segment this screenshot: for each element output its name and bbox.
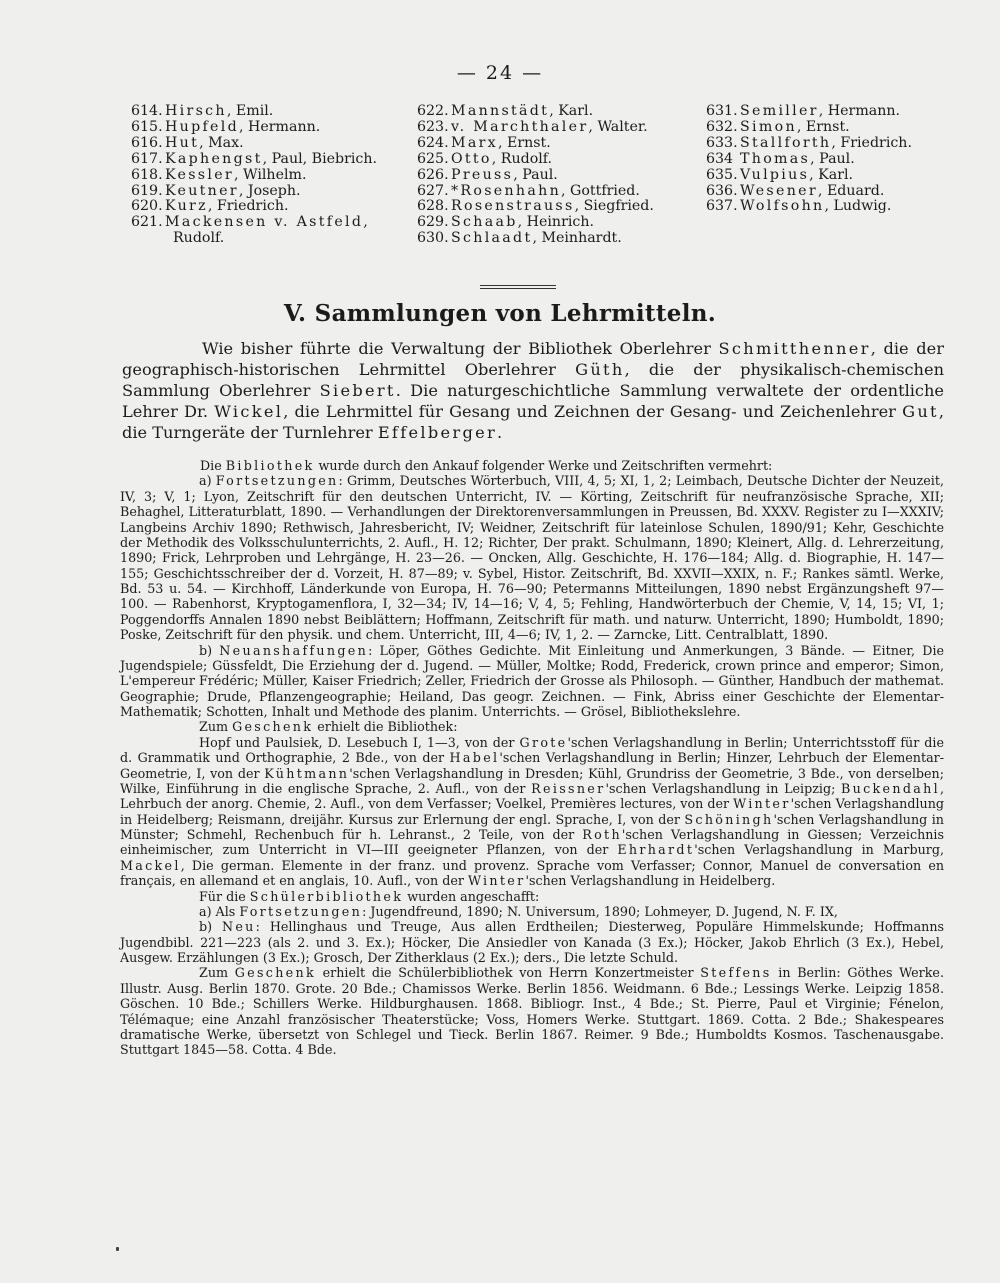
entry-number: 623.	[417, 118, 449, 135]
spaced-name: Bibliothek	[225, 458, 315, 473]
entry-number: 617.	[131, 150, 163, 167]
text-run: , Lehrbuch der anorg. Chemie, 2. Aufl., von dem Verfasser; Voelkel, Premières lectures, von der	[120, 780, 944, 812]
name-list-entry	[131, 136, 386, 152]
text-run: Zum	[199, 719, 233, 735]
spaced-name: Kühtmann	[264, 765, 350, 781]
entry-surname: Preuss	[451, 166, 514, 183]
entry-number: 634	[706, 150, 734, 167]
text-run: 'schen Verlagshandlung in Leipzig;	[605, 780, 842, 796]
text-run: erhielt die Schülerbibliothek von Herrn Konzertmeister	[315, 965, 701, 981]
spaced-name: Mackel	[120, 857, 181, 873]
entry-given-name: , Rudolf.	[491, 150, 553, 167]
name-list-entry	[417, 152, 682, 168]
spaced-name: Siebert	[319, 381, 396, 401]
spaced-name: Winter	[733, 796, 791, 812]
text-run: 'schen Verlagshandlung in Giessen; Verzeichnis einheimischer, zum Unterricht in VI—III geeigneter Pflanzen, von der	[120, 827, 944, 858]
name-list-entry	[706, 168, 951, 184]
name-list-entry	[131, 152, 386, 168]
entry-given-name: ,	[363, 214, 368, 231]
entry-given-name: , Siegfried.	[574, 198, 654, 215]
entry-given-name: , Eduard.	[817, 182, 885, 199]
entry-given-name: , Joseph.	[238, 182, 301, 199]
text-run: in Berlin: Göthes Werke. Illustr. Ausg. Berlin 1870. Grote. 20 Bde.; Chamissos Werke. Berlin 1856. Weidmann. 6 Bde.; Lessings Werke. Leipzig 1858. Göschen. 10 Bde.; Schillers Werke. Hildburghausen. 1868. Bibliogr. Inst., 4 Bde.; St. Pierre, Paul et Virginie; Fénelon, Télémaque; eine Anzahl französischer Theaterstücke; Voss, Homers Werke. Stuttgart. 1869. Cotta. 2 Bde.; Shakespeares dramatische Werke, übersetzt von Schlegel und Tieck. Berlin 1867. Reimer. 9 Bde.; Humboldts Kosmos. Taschenausgabe. Stuttgart 1845—58. Cotta. 4 Bde.	[120, 965, 944, 1058]
spaced-name: Schöningh	[684, 811, 774, 827]
entry-given-name: , Meinhardt.	[532, 230, 622, 247]
entry-given-name: , Paul, Biebrich.	[262, 150, 378, 167]
text-run: , die der geographisch-historischen Lehrmittel Oberlehrer	[122, 339, 944, 380]
name-list-entry	[417, 231, 682, 247]
page-number: — 24 —	[456, 62, 544, 84]
body-paragraph	[120, 919, 944, 965]
body-paragraph	[120, 904, 944, 919]
spaced-name: Neu	[221, 919, 256, 935]
entry-surname: Keutner	[165, 182, 239, 199]
entry-surname: Stallforth	[740, 134, 832, 151]
entry-surname: Semiller	[740, 103, 819, 119]
entry-surname: Wesener	[740, 182, 818, 199]
entry-given-name: , Ernst.	[796, 118, 850, 135]
entry-surname: Kurz	[165, 198, 208, 215]
entry-surname: Simon	[740, 118, 797, 135]
name-list-entry	[706, 199, 951, 215]
entry-number: 635.	[706, 166, 738, 183]
entry-surname: Rosenstrauss	[451, 198, 575, 215]
entry-surname: Otto	[451, 150, 492, 167]
text-run: 'schen Verlagshandlung in Münster; Schmehl, Rechenbuch für h. Lehranst., 2 Teile, von der	[120, 811, 944, 842]
section-divider-line	[480, 288, 556, 289]
spaced-name: Ehrhardt	[617, 842, 695, 858]
entry-number: 616.	[131, 134, 163, 151]
body-paragraph	[120, 965, 944, 1057]
spaced-name: Reissner	[531, 780, 606, 796]
entry-number: 618.	[131, 166, 163, 183]
entry-given-name: Rudolf.	[173, 230, 225, 247]
text-run: Für die	[199, 888, 250, 904]
spaced-name: Roth	[582, 827, 622, 842]
text-run: , die Turngeräte der Turnlehrer	[122, 402, 945, 443]
entry-given-name: , Ernst.	[497, 134, 551, 151]
text-run: erhielt die Bibliothek:	[313, 719, 458, 735]
spaced-name: Steffens	[700, 965, 772, 981]
spaced-name: Fortsetzungen	[215, 473, 339, 489]
text-run: 'schen Verlagshandlung in Heidelberg; Reismann, dreijähr. Kursus zur Erlernung der engl. Sprache, I, von der	[120, 796, 944, 827]
text-run: , die Lehrmittel für Gesang und Zeichnen der Gesang- und Zeichenlehrer	[283, 402, 903, 422]
spaced-name: Habel	[449, 750, 500, 766]
entry-surname: Schaab	[451, 214, 518, 231]
entry-number: 627.	[417, 182, 449, 199]
text-run: : Jugendfreund, 1890; N. Universum, 1890; Lohmeyer, D. Jugend, N. F. IX,	[362, 903, 838, 919]
entry-surname: Schlaadt	[451, 230, 533, 247]
name-list-column-1	[131, 104, 386, 247]
entry-surname: Wolfsohn	[740, 198, 825, 215]
spaced-name: Effelberger	[377, 423, 498, 443]
entry-number: 629.	[417, 214, 449, 231]
entry-number: 631.	[706, 103, 738, 119]
text-run: b)	[199, 919, 222, 935]
entry-surname: Vulpius	[740, 166, 810, 183]
spaced-name: Gut	[902, 402, 939, 422]
text-run: : Grimm, Deutsches Wörterbuch, VIII, 4, 5; XI, 1, 2; Leimbach, Deutsche Dichter der Neuzeit, IV, 3; V, 1; Lyon, Zeitschrift für den deutschen Unterricht, IV. — Körting, Zeitschrift für neufranzösische Sprache, XII; Behaghel, Litteraturblatt, 1890. — Verhandlungen der Direktorenversammlungen in Preussen, Bd. XXXV. Register zu I—XXXIV; Langbeins Archiv 1890; Rethwisch, Jahresbericht, IV; Weidner, Zeitschrift für lateinlose Schulen, 1890/91; Kehr, Geschichte der Methodik des Volksschulunterrichts, 2. Aufl., H. 12; Richter, Der prakt. Schulmann, 1890; Kleinert, Allg. d. Lehrerzeitung, 1890; Frick, Lehrproben und Lehrgänge, H. 23—26. — Oncken, Allg. Geschichte, H. 176—184; Allg. d. Biographie, H. 147—155; Geschichtsschreiber der d. Vorzeit, H. 87—89; v. Sybel, Histor. Zeitschrift, Bd. XXVII—XXIX, n. F.; Rankes sämtl. Werke, Bd. 53 u. 54. — Kirchhoff, Länderkunde von Europa, H. 76—90; Petermanns Mitteilungen, 1890 nebst Ergänzungsheft 97—100. — Rabenhorst, Kryptogamenflora, I, 32—34; IV, 14—16; V, 4, 5; Fehling, Handwörterbuch der Chemie, V, 14, 15; VI, 1; Poggendorffs Annalen 1890 nebst Beiblättern; Hoffmann, Zeitschrift für math. und naturw. Unterricht, 1890; Humboldt, 1890; Poske, Zeitschrift für den physik. und chem. Unterricht, III, 4—6; IV, 1, 2. — Zarncke, Litt. Centralblatt, 1890.	[120, 473, 944, 643]
entry-number: 630.	[417, 230, 449, 247]
body-text	[120, 458, 944, 1058]
name-list-entry	[131, 104, 386, 120]
text-run: wurde durch den Ankauf folgender Werke und Zeitschriften vermehrt:	[314, 458, 773, 473]
text-run: , Die german. Elemente in der franz. und provenz. Sprache vom Verfasser; Connor, Manuel de conversation en français, en allemand et en anglais, 10. Aufl., von der	[120, 857, 944, 889]
text-run: . Die naturgeschichtliche Sammlung verwaltete der ordentliche Lehrer Dr.	[122, 381, 945, 422]
name-list-entry	[417, 184, 682, 200]
entry-number: 626.	[417, 166, 449, 183]
text-run: 'schen Verlagshandlung in Berlin; Hinzer, Lehrbuch der Elementar-Geometrie, I, von der	[120, 750, 944, 781]
entry-number: 621.	[131, 214, 163, 231]
intro-paragraph	[122, 338, 944, 443]
text-run: a)	[199, 473, 216, 489]
entry-surname: Mannstädt	[451, 103, 550, 119]
name-list-entry	[417, 215, 682, 231]
entry-given-name: , Hermann.	[818, 103, 901, 119]
name-list-entry	[417, 199, 682, 215]
name-list-entry	[131, 231, 386, 247]
entry-surname: *Rosenhahn	[451, 182, 562, 199]
entry-given-name: , Gottfried.	[561, 182, 640, 199]
entry-surname: Mackensen v. Astfeld	[165, 214, 364, 231]
name-list-entry	[706, 152, 951, 168]
entry-number: 614.	[131, 103, 163, 119]
body-paragraph	[120, 473, 944, 642]
section-divider-line	[480, 285, 556, 286]
name-list-entry	[131, 120, 386, 136]
text-run: b)	[199, 642, 220, 658]
body-paragraph	[120, 735, 944, 889]
entry-given-name: , Paul.	[810, 150, 855, 167]
name-list-entry	[706, 184, 951, 200]
spaced-name: Fortsetzungen	[239, 903, 363, 919]
entry-number: 637.	[706, 198, 738, 215]
entry-surname: Hut	[165, 134, 200, 151]
spaced-name: Wickel	[214, 402, 284, 422]
print-speck	[116, 1247, 119, 1251]
text-run: Hopf und Paulsiek, D. Lesebuch I, 1—3, von der	[199, 734, 520, 750]
body-paragraph	[120, 889, 944, 904]
entry-given-name: , Karl.	[809, 166, 854, 183]
entry-number: 619.	[131, 182, 163, 199]
text-run: , die der physikalisch-chemischen Sammlung Oberlehrer	[122, 360, 944, 401]
body-paragraph	[120, 458, 944, 473]
entry-number: 636.	[706, 182, 738, 199]
entry-number: 632.	[706, 118, 738, 135]
entry-surname: Kaphengst	[165, 150, 263, 167]
text-run: wurden angeschafft:	[403, 888, 540, 904]
entry-given-name: , Max.	[199, 134, 244, 151]
entry-surname: Marx	[451, 134, 498, 151]
spaced-name: Grote	[519, 734, 568, 750]
text-run: a) Als	[199, 903, 240, 919]
name-list-entry	[131, 199, 386, 215]
text-run: Wie bisher führte die Verwaltung der Bibliothek Oberlehrer	[202, 339, 719, 358]
entry-number: 628.	[417, 198, 449, 215]
entry-given-name: , Hermann.	[238, 118, 321, 135]
name-list-entry	[417, 168, 682, 184]
entry-given-name: , Heinrich.	[517, 214, 594, 231]
spaced-name: Neuanshaffungen	[219, 642, 369, 658]
entry-surname: Thomas	[740, 150, 811, 167]
entry-surname: v. Marchthaler	[451, 118, 589, 135]
entry-number: 625.	[417, 150, 449, 167]
entry-given-name: , Wilhelm.	[234, 166, 307, 183]
entry-given-name: , Paul.	[513, 166, 558, 183]
entry-number: 622.	[417, 103, 449, 119]
name-list-entry	[706, 120, 951, 136]
spaced-name: Schmitthenner	[718, 339, 871, 358]
text-run: 'schen Verlagshandlung in Dresden; Kühl, Grundriss der Geometrie, 3 Bde., von derselben; Wilke, Einführung in die englische Sprache, 2. Aufl., von der	[120, 765, 944, 796]
name-list-entry	[131, 184, 386, 200]
spaced-name: Güth	[575, 360, 625, 380]
name-list-entry	[417, 120, 682, 136]
entry-given-name: , Friedrich.	[207, 198, 289, 215]
text-run: Zum	[199, 965, 235, 981]
entry-surname: Hupfeld	[165, 118, 239, 135]
name-list-entry	[417, 136, 682, 152]
name-list-entry	[417, 104, 682, 120]
text-run: 'schen Verlagshandlung in Berlin; Unterrichtsstoff für die d. Grammatik und Orthographie, 2 Bde., von der	[120, 734, 944, 766]
text-run: 'schen Verlagshandlung in Heidelberg.	[525, 873, 776, 889]
intro-text	[122, 338, 944, 443]
name-list-column-3	[706, 104, 951, 215]
text-run: : Löper, Göthes Gedichte. Mit Einleitung und Anmerkungen, 3 Bände. — Eitner, Die Jugendspiele; Güssfeldt, Die Erziehung der d. Jugend. — Müller, Moltke; Rodd, Frederick, crown prince and emperor; Simon, L'empereur Frédéric; Müller, Kaiser Friedrich; Zeller, Friedrich der Grosse als Philosoph. — Günther, Handbuch der mathemat. Geographie; Drude, Pflanzengeographie; Heiland, Das geogr. Zeichnen. — Fink, Abriss einer Geschichte der Elementar-Mathematik; Schotten, Inhalt und Methode des planim. Unterrichts. — Grösel, Bibliothekslehre.	[120, 642, 945, 719]
spaced-name: Buckendahl	[841, 780, 940, 796]
section-title: V. Sammlungen von Lehrmitteln.	[283, 300, 717, 327]
text-run: 'schen Verlagshandlung in Marburg,	[694, 842, 944, 858]
entry-given-name: , Walter.	[588, 118, 648, 135]
name-list-column-2	[417, 104, 682, 247]
text-run: .	[497, 423, 503, 443]
name-list-entry	[706, 136, 951, 152]
name-list-entry	[706, 104, 951, 120]
body-paragraph	[120, 643, 944, 720]
name-list-entry	[131, 215, 386, 231]
entry-number: 620.	[131, 198, 163, 215]
body-paragraph	[120, 719, 944, 734]
text-run: Die	[200, 458, 226, 473]
entry-given-name: , Karl.	[549, 103, 594, 119]
name-list-entry	[131, 168, 386, 184]
entry-given-name: , Emil.	[226, 103, 274, 119]
spaced-name: Geschenk	[232, 719, 314, 735]
spaced-name: Geschenk	[234, 965, 316, 981]
entry-surname: Hirsch	[165, 103, 227, 119]
spaced-name: Schülerbibliothek	[249, 888, 404, 904]
spaced-name: Winter	[467, 873, 526, 889]
entry-number: 633.	[706, 134, 738, 151]
entry-given-name: , Ludwig.	[824, 198, 892, 215]
entry-number: 624.	[417, 134, 449, 151]
entry-number: 615.	[131, 118, 163, 135]
entry-given-name: , Friedrich.	[831, 134, 912, 151]
text-run: : Hellinghaus und Treuge, Aus allen Erdtheilen; Diesterweg, Populäre Himmelskunde; Hoffmanns Jugendbibl. 221—223 (als 2. und 3. Ex.); Höcker, Die Ansiedler von Kanada (3 Ex.); Höcker, Jakob Ehrlich (3 Ex.), Hebel, Ausgew. Erzählungen (3 Ex.); Grosch, Der Zitherklaus (2 Ex.); ders., Die letzte Schuld.	[120, 919, 945, 965]
entry-surname: Kessler	[165, 166, 234, 183]
